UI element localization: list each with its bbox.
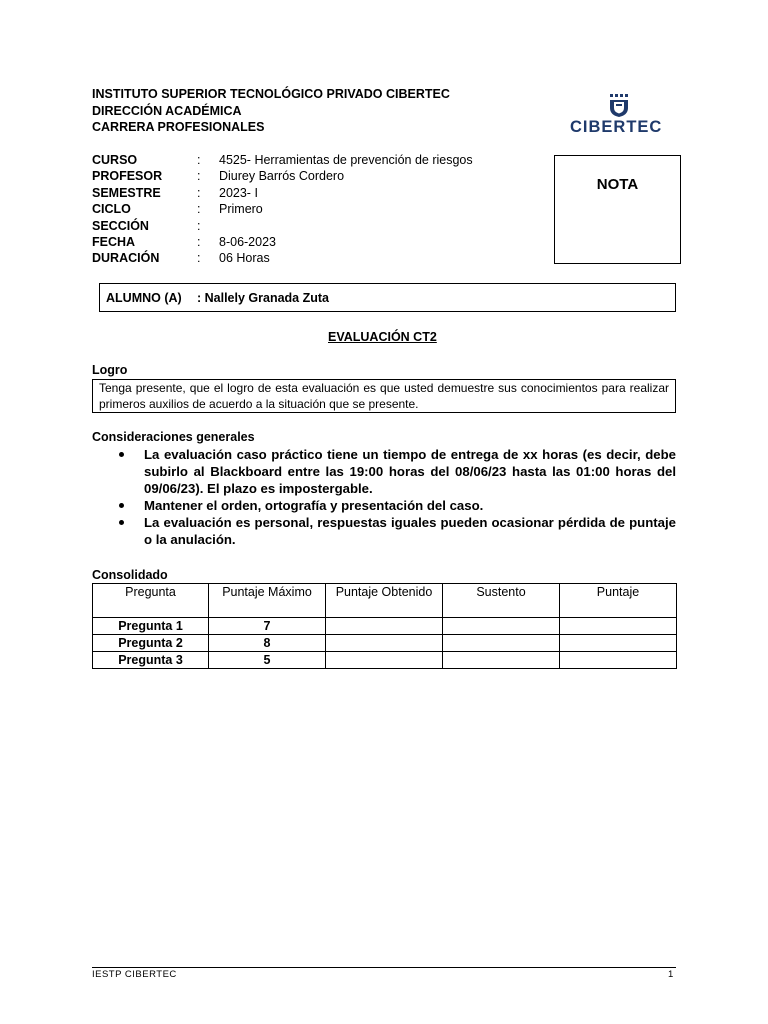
info-row bbox=[92, 168, 473, 184]
info-value: Primero bbox=[219, 202, 263, 217]
info-row bbox=[92, 250, 473, 266]
info-row bbox=[92, 185, 473, 201]
info-colon: : bbox=[197, 153, 201, 167]
column-header: Pregunta bbox=[93, 584, 209, 618]
list-item-text: La evaluación caso práctico tiene un tiempo de entrega de xx horas (es decir, debe subirlo al Blackboard entre las 19:00 horas del 08/06/23 hasta las 01:00 horas del 09/06/23). El plazo es impostergable. bbox=[144, 447, 676, 496]
footer-institution: IESTP CIBERTEC bbox=[92, 969, 177, 980]
table-row bbox=[93, 652, 677, 669]
department-name: DIRECCIÓN ACADÉMICA bbox=[92, 103, 242, 118]
summary-label: Consolidado bbox=[92, 568, 168, 582]
institution-header bbox=[92, 86, 450, 136]
table-cell bbox=[326, 635, 443, 652]
info-colon: : bbox=[197, 234, 201, 249]
info-value: 2023- I bbox=[219, 185, 258, 200]
table-header-row bbox=[93, 584, 677, 618]
info-value: Diurey Barrós Cordero bbox=[219, 169, 345, 184]
info-row bbox=[92, 234, 473, 250]
grade-box bbox=[554, 155, 681, 264]
logo-wordmark: CIBERTEC bbox=[570, 118, 663, 136]
page-number: 1 bbox=[668, 969, 674, 980]
table-cell bbox=[560, 618, 677, 635]
info-row bbox=[92, 152, 473, 168]
list-item bbox=[92, 446, 676, 497]
institution-name: INSTITUTO SUPERIOR TECNOLÓGICO PRIVADO CIBERTEC bbox=[92, 87, 450, 101]
table-cell bbox=[326, 618, 443, 635]
table-cell bbox=[560, 652, 677, 669]
bullet-icon bbox=[119, 503, 124, 508]
info-label: CICLO bbox=[92, 202, 131, 217]
info-row bbox=[92, 201, 473, 217]
table-cell bbox=[443, 635, 560, 652]
info-colon: : bbox=[197, 169, 201, 184]
table-row bbox=[93, 618, 677, 635]
table-cell: 8 bbox=[209, 635, 326, 652]
evaluation-title: EVALUACIÓN CT2 bbox=[328, 330, 437, 344]
info-value: 06 Horas bbox=[219, 251, 270, 266]
info-label: PROFESOR bbox=[92, 169, 163, 184]
cibertec-logo bbox=[570, 94, 670, 138]
list-item-text: La evaluación es personal, respuestas iguales pueden ocasionar pérdida de puntaje o la anulación. bbox=[144, 515, 676, 547]
shield-icon bbox=[570, 94, 670, 118]
list-item-text: Mantener el orden, ortografía y presentación del caso. bbox=[144, 498, 484, 513]
list-item bbox=[92, 514, 676, 548]
logro-text: Tenga presente, que el logro de esta evaluación es que usted demuestre sus conocimientos para realizar primeros auxilios de acuerdo a la situación que se presente. bbox=[92, 379, 676, 413]
table-cell: Pregunta 3 bbox=[93, 652, 209, 669]
list-item bbox=[92, 497, 676, 514]
table-cell: 7 bbox=[209, 618, 326, 635]
considerations-list bbox=[92, 446, 676, 548]
column-header: Puntaje bbox=[560, 584, 677, 618]
info-colon: : bbox=[197, 251, 201, 266]
info-value: 4525- Herramientas de prevención de riesgos bbox=[219, 153, 473, 167]
bullet-icon bbox=[119, 520, 124, 525]
logro-label: Logro bbox=[92, 363, 128, 377]
program-name: CARRERA PROFESIONALES bbox=[92, 120, 265, 134]
bullet-icon bbox=[119, 452, 124, 457]
summary-table bbox=[92, 583, 677, 669]
info-row bbox=[92, 218, 473, 234]
student-name: : Nallely Granada Zuta bbox=[197, 291, 329, 305]
table-cell: Pregunta 2 bbox=[93, 635, 209, 652]
table-row bbox=[93, 635, 677, 652]
table-cell bbox=[443, 652, 560, 669]
student-box bbox=[99, 283, 676, 312]
table-cell: Pregunta 1 bbox=[93, 618, 209, 635]
table-cell bbox=[443, 618, 560, 635]
info-colon: : bbox=[197, 185, 201, 200]
column-header: Sustento bbox=[443, 584, 560, 618]
info-label: DURACIÓN bbox=[92, 251, 160, 266]
info-value: 8-06-2023 bbox=[219, 234, 276, 249]
considerations-label: Consideraciones generales bbox=[92, 430, 255, 444]
table-cell bbox=[560, 635, 677, 652]
info-colon: : bbox=[197, 218, 201, 233]
grade-label: NOTA bbox=[596, 176, 639, 193]
column-header: Puntaje Máximo bbox=[209, 584, 326, 618]
info-colon: : bbox=[197, 202, 201, 217]
info-label: SEMESTRE bbox=[92, 185, 161, 200]
student-label: ALUMNO (A) bbox=[106, 291, 182, 305]
info-label: CURSO bbox=[92, 153, 138, 167]
footer-divider bbox=[92, 967, 676, 968]
table-cell: 5 bbox=[209, 652, 326, 669]
info-label: FECHA bbox=[92, 234, 136, 249]
info-label: SECCIÓN bbox=[92, 218, 149, 233]
course-info bbox=[92, 152, 473, 267]
table-cell bbox=[326, 652, 443, 669]
column-header: Puntaje Obtenido bbox=[326, 584, 443, 618]
